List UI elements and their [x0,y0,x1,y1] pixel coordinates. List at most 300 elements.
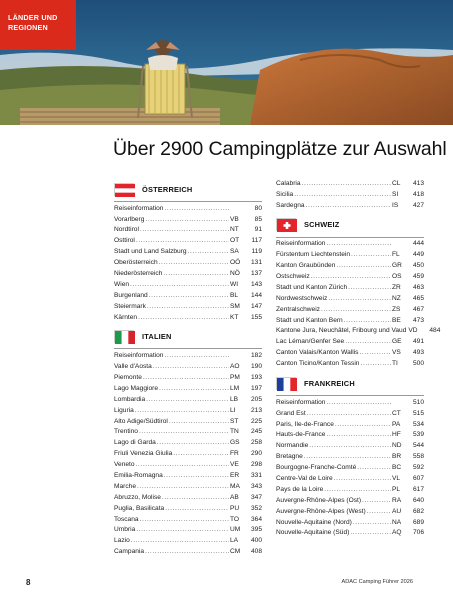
entry-page: 225 [250,417,262,425]
entry-name: Vorarlberg [114,215,145,223]
entry-name: Canton Ticino/Kanton Tessin [276,360,360,368]
entry-page: 465 [412,294,424,302]
entry-code: FR [230,450,239,458]
entry-code: ZR [392,283,401,291]
entry-name: Nouvelle-Aquitaine (Nord) [276,518,352,526]
entry-code: KT [230,313,239,321]
entry-name: Emilia-Romagna [114,471,163,479]
entry-code: LB [230,395,239,403]
entry-page: 500 [412,360,424,368]
leader-dots [353,518,391,529]
leader-dots [350,528,391,539]
toc-entry [276,430,424,441]
entry-page: 459 [412,273,424,281]
toc-entry [276,316,424,327]
entry-page: 491 [412,338,424,346]
entry-page: 558 [412,453,424,461]
switzerland-flag-icon [276,218,296,231]
entry-code: SA [230,248,239,256]
entry-code: NÖ [230,270,240,278]
toc-entry [114,269,262,280]
entry-name: Zentralschweiz [276,305,320,313]
toc-entry [114,291,262,302]
entry-code: VS [392,349,401,357]
toc-entry [276,507,424,518]
entry-page: 592 [412,464,424,472]
entry-code: SI [392,190,399,198]
entry-page: 427 [412,201,424,209]
entry-name: Reiseinformation [276,398,326,406]
entry-name: Reiseinformation [276,240,326,248]
entry-page: 544 [412,442,424,450]
entry-name: Stadt und Kanton Zürich [276,283,348,291]
leader-dots [362,496,391,507]
entry-page: 539 [412,431,424,439]
entry-name: Canton Valais/Kanton Wallis [276,349,359,357]
toc-entry [276,409,424,420]
toc-entry [276,496,424,507]
toc-entry [276,359,424,370]
entry-code: BR [392,453,402,461]
toc-entry [276,294,424,305]
entry-name: Nouvelle-Aquitaine (Süd) [276,529,350,537]
entry-name: Calabria [276,179,301,187]
leader-dots [157,438,229,449]
entry-page: 640 [412,496,424,504]
toc-entry [276,179,424,190]
toc-entry [114,471,262,482]
toc-entry [276,337,424,348]
leader-dots [164,204,229,215]
entry-name: Burgenland [114,291,148,299]
entry-page: 80 [254,204,262,212]
toc-entry [276,272,424,283]
section-tag-line2: REGIONEN [8,23,48,32]
austria-flag-icon [114,183,134,196]
entry-code: GE [392,338,402,346]
toc-column-left [114,181,262,558]
entry-code: TO [230,515,240,523]
entry-code: GR [392,262,402,270]
leader-dots [336,261,391,272]
leader-dots [326,430,391,441]
entry-page: 467 [412,305,424,313]
entry-code: ER [230,471,240,479]
toc-entry [114,215,262,226]
entry-page: 444 [412,240,424,248]
entry-code: OT [230,237,240,245]
entry-code: ST [230,417,239,425]
page-title: Über 2900 Campingplätze zur Auswahl [113,138,447,160]
country-heading [276,217,424,233]
leader-dots [145,215,229,226]
leader-dots [136,525,229,536]
entry-code: BL [230,291,239,299]
entry-page: 400 [250,537,262,545]
entry-page: 205 [250,395,262,403]
entry-page: 245 [250,428,262,436]
entry-code: LA [230,537,239,545]
entry-code: MA [230,482,240,490]
entry-name: Lac Léman/Genfer See [276,338,345,346]
entry-code: AB [230,493,239,501]
leader-dots [136,236,229,247]
leader-dots [169,417,229,428]
entry-page: 258 [250,439,262,447]
entry-name: Kanton Graubünden [276,262,336,270]
leader-dots [304,452,391,463]
entry-page: 706 [412,529,424,537]
entry-name: Kärnten [114,313,138,321]
entry-name: Valle d'Aosta [114,363,152,371]
entry-name: Stadt und Land Salzburg [114,248,187,256]
toc-entry [276,452,424,463]
entry-name: Marche [114,482,136,490]
section-tag [0,0,76,50]
entry-page: 147 [250,302,262,310]
leader-dots [140,515,229,526]
leader-dots [147,302,229,313]
entry-code: CM [230,548,241,556]
divider [114,201,262,202]
entry-name: Normandie [276,442,309,450]
entry-code: TI [392,360,398,368]
leader-dots [159,384,229,395]
entry-page: 197 [250,384,262,392]
entry-name: Sicilia [276,190,294,198]
leader-dots [344,316,391,327]
leader-dots [307,409,391,420]
entry-page: 463 [412,283,424,291]
entry-page: 347 [250,493,262,501]
entry-code: VL [392,474,401,482]
entry-name: Campania [114,548,145,556]
toc-entry [114,258,262,269]
italy-flag-icon [114,330,134,343]
entry-page: 449 [412,251,424,259]
entry-code: AQ [392,529,402,537]
entry-code: VE [230,461,239,469]
entry-page: 117 [251,237,262,245]
entry-name: Umbria [114,526,136,534]
toc-entry [276,420,424,431]
toc-entry [276,305,424,316]
entry-page: 418 [412,190,424,198]
entry-code: RA [392,496,402,504]
entry-code: SM [230,302,240,310]
entry-code: ZS [392,305,401,313]
leader-dots [163,269,229,280]
toc-entry [114,536,262,547]
toc-entry [276,518,424,529]
entry-page: 119 [251,248,262,256]
toc-entry [276,326,441,337]
entry-code: LM [230,384,240,392]
entry-code: WI [230,280,239,288]
entry-page: 343 [250,482,262,490]
leader-dots [138,313,229,324]
entry-page: 190 [250,363,262,371]
leader-dots [173,449,229,460]
entry-name: Kantone Jura, Neuchâtel, Fribourg und Vaud [276,327,407,335]
toc-entry [114,302,262,313]
entry-page: 298 [250,461,262,469]
entry-code: PL [392,485,401,493]
entry-page: 510 [412,398,424,406]
entry-name: Oberösterreich [114,259,158,267]
toc-entry [276,463,424,474]
entry-name: Abruzzo, Molise [114,493,161,501]
entry-code: ND [392,442,402,450]
entry-page: 395 [250,526,262,534]
toc-entry [114,493,262,504]
entry-code: LI [230,406,236,414]
toc-entry [114,417,262,428]
leader-dots [335,420,391,431]
divider [114,348,262,349]
entry-name: Toscana [114,515,139,523]
toc-entry [114,438,262,449]
entry-name: Trentino [114,428,138,436]
leader-dots [367,507,391,518]
leader-dots [351,250,391,261]
leader-dots [188,247,229,258]
entry-name: Centre-Val de Loire [276,474,333,482]
entry-name: Lazio [114,537,130,545]
country-heading [114,181,262,197]
entry-page: 213 [250,406,262,414]
entry-code: VD [408,327,418,335]
entry-name: Grand Est [276,409,306,417]
entry-name: Paris, Ile-de-France [276,420,334,428]
toc-entry [114,449,262,460]
toc-entry [114,525,262,536]
leader-dots [145,547,229,558]
toc-entry [276,485,424,496]
leader-dots [348,283,391,294]
entry-name: Stadt und Kanton Bern [276,316,343,324]
entry-page: 193 [250,373,262,381]
entry-name: Lago Maggiore [114,384,158,392]
entry-name: Friuli Venezia Giulia [114,450,173,458]
entry-page: 515 [412,409,424,417]
toc-entry [276,283,424,294]
entry-page: 413 [412,179,424,187]
entry-page: 450 [412,262,424,270]
entry-page: 85 [254,215,262,223]
entry-name: Nordwestschweiz [276,294,328,302]
entry-code: PM [230,373,240,381]
country-name: ÖSTERREICH [142,184,193,194]
entry-page: 137 [250,270,262,278]
entry-name: Puglia, Basilicata [114,504,165,512]
entry-name: Lombardia [114,395,146,403]
entry-code: GS [230,439,240,447]
entry-code: AO [230,363,240,371]
leader-dots [140,225,229,236]
leader-dots [139,427,229,438]
toc-entry [276,441,424,452]
toc-entry [114,236,262,247]
entry-name: Lago di Garda [114,439,156,447]
toc-entry [276,348,424,359]
entry-page: 131 [250,259,262,267]
entry-code: OÖ [230,259,241,267]
entry-page: 182 [250,352,262,360]
entry-code: CL [392,179,401,187]
toc-entry [114,406,262,417]
country-heading [276,375,424,391]
entry-page: 493 [412,349,424,357]
entry-page: 408 [250,548,262,556]
leader-dots [149,291,229,302]
entry-code: NA [392,518,402,526]
entry-code: UM [230,526,241,534]
entry-name: Pays de la Loire [276,485,324,493]
leader-dots [324,485,391,496]
entry-code: HF [392,431,401,439]
entry-name: Niederösterreich [114,270,163,278]
entry-page: 617 [412,485,424,493]
country-name: ITALIEN [142,331,172,341]
entry-name: Liguria [114,406,134,414]
leader-dots [321,305,391,316]
leader-dots [143,373,229,384]
entry-name: Sardegna [276,201,305,209]
entry-page: 534 [412,420,424,428]
country-name: FRANKREICH [304,378,355,388]
toc-entry [114,547,262,558]
entry-code: NZ [392,294,401,302]
entry-name: Bretagne [276,453,303,461]
leader-dots [326,398,391,409]
entry-page: 607 [412,474,424,482]
leader-dots [306,201,391,212]
entry-page: 689 [412,518,424,526]
leader-dots [359,348,391,359]
leader-dots [162,493,229,504]
entry-name: Osttirol [114,237,135,245]
toc-entry [114,515,262,526]
toc-entry [276,190,424,201]
entry-code: OS [392,273,402,281]
toc-entry [114,460,262,471]
publication-name: ADAC Camping Führer 2026 [341,579,413,585]
toc-entry [114,362,262,373]
entry-code: TN [230,428,239,436]
entry-page: 484 [429,327,441,335]
toc-entry [114,351,262,362]
entry-page: 473 [412,316,424,324]
entry-page: 143 [250,280,262,288]
entry-code: BC [392,464,402,472]
entry-page: 91 [254,226,262,234]
toc-entry [276,398,424,409]
leader-dots [131,536,229,547]
entry-page: 352 [250,504,262,512]
toc-entry [276,250,424,261]
leader-dots [136,460,229,471]
entry-code: FL [392,251,400,259]
entry-name: Veneto [114,461,135,469]
toc-entry [114,504,262,515]
toc-column-right [276,179,441,539]
leader-dots [334,474,391,485]
toc-entry [276,261,424,272]
leader-dots [328,294,391,305]
leader-dots [345,337,391,348]
divider [276,395,424,396]
toc-entry [114,313,262,324]
entry-name: Wien [114,280,130,288]
toc-entry [276,239,424,250]
leader-dots [159,258,229,269]
toc-entry [114,204,262,215]
leader-dots [326,239,391,250]
entry-code: AU [392,507,402,515]
entry-code: PA [392,420,401,428]
entry-name: Alto Adige/Südtirol [114,417,168,425]
toc-entry [114,395,262,406]
toc-entry [276,474,424,485]
entry-code: VB [230,215,239,223]
section-tag-line1: LÄNDER UND [8,13,58,22]
entry-page: 682 [412,507,424,515]
toc-entry [276,528,424,539]
leader-dots [164,471,229,482]
country-name: SCHWEIZ [304,220,340,230]
entry-name: Steiermark [114,302,146,310]
entry-code: IS [392,201,399,209]
toc-entry [114,384,262,395]
entry-page: 290 [250,450,262,458]
leader-dots [165,504,229,515]
toc-entry [114,225,262,236]
entry-name: Nordtirol [114,226,139,234]
entry-name: Auvergne-Rhône-Alpes (West) [276,507,366,515]
entry-code: CT [392,409,401,417]
page-number: 8 [26,578,31,587]
entry-name: Hauts-de-France [276,431,326,439]
entry-name: Reiseinformation [114,352,164,360]
toc-entry [114,373,262,384]
entry-page: 331 [250,471,262,479]
entry-name: Piemonte [114,373,142,381]
leader-dots [146,395,229,406]
entry-name: Ostschweiz [276,273,310,281]
leader-dots [164,351,229,362]
entry-code: BE [392,316,401,324]
france-flag-icon [276,377,296,390]
leader-dots [309,441,391,452]
leader-dots [130,280,229,291]
leader-dots [357,463,391,474]
leader-dots [302,179,391,190]
toc-entry [276,201,424,212]
entry-page: 155 [250,313,262,321]
toc-entry [114,280,262,291]
leader-dots [153,362,229,373]
divider [276,237,424,238]
toc-entry [114,482,262,493]
leader-dots [137,482,229,493]
entry-page: 364 [250,515,262,523]
toc-entry [114,247,262,258]
entry-name: Reiseinformation [114,204,164,212]
country-heading [114,328,262,344]
entry-name: Bourgogne-Franche-Comté [276,464,357,472]
leader-dots [360,359,391,370]
